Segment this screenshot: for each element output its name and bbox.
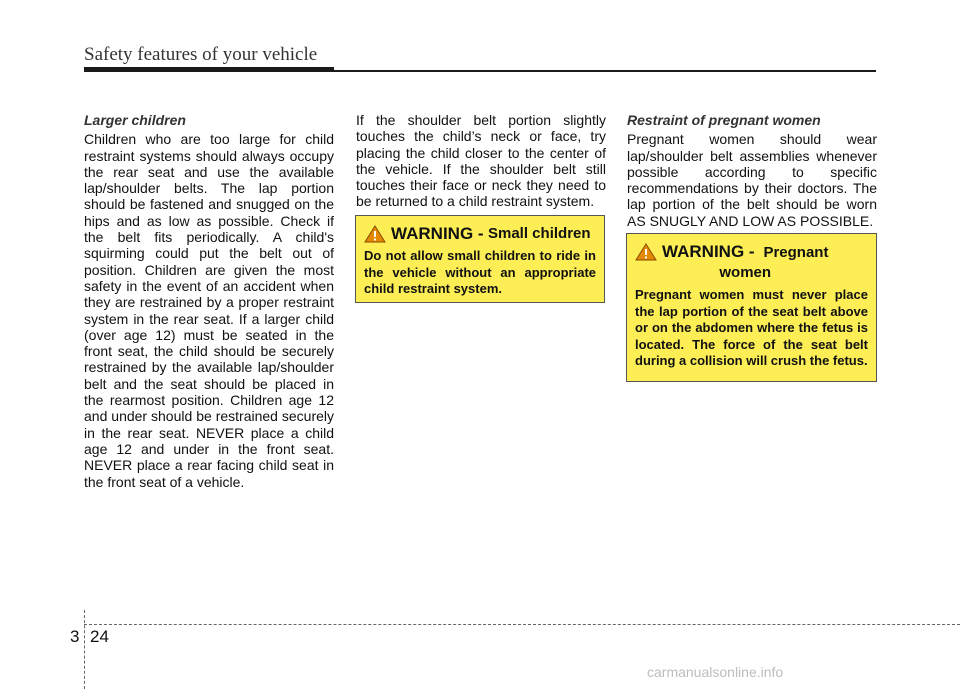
middle-column [356,112,606,210]
warning-label: WARNING - [391,224,484,243]
larger-children-text: Children who are too large for child restraint systems should always occupy the rear seat and use the available lap/shoulder belts. The lap portion should be fastened and snugged on the hips and as low as possible. Check if the belt fits periodically. A child's squirming could put the belt out of position. Children are given the most safety in the event of an accident when they are restrained by a proper restraint system in the rear seat. If a larger child (over age 12) must be seated in the front seat, the child should be securely restrained by the available lap/shoulder belt and the seat should be placed in the rearmost position. Children age 12 and under should be restrained securely in the rear seat. NEVER place a child age 12 and under in the front seat. NEVER place a rear facing child seat in the front seat of a vehicle. [84,131,334,490]
header-rule-thick [84,67,334,72]
warning-box-small-children [355,215,605,303]
section-heading-pregnant-women: Restraint of pregnant women [627,112,821,128]
warning-triangle-icon [635,243,657,261]
warning-text: Pregnant women must never place the lap portion of the seat belt above or on the abdomen where the fetus is located. The force of the seat belt during a collision will crush the fetus. [635,287,868,368]
pregnant-women-text: Pregnant women should wear lap/shoulder belt assemblies whenever possible according to specific recommendations by their doctors. The lap portion of the belt should be worn AS SNUGLY AND LOW AS POSSIBLE. [627,131,877,229]
warning-topic: Small children [488,225,591,242]
section-heading-larger-children: Larger children [84,112,186,128]
warning-topic-line1: Pregnant [763,244,829,261]
page-header-title: Safety features of your vehicle [84,44,318,65]
warning-box-pregnant-women [626,233,877,382]
warning-header [364,224,596,244]
left-column [84,112,334,490]
warning-label: WARNING - [662,242,755,261]
warning-text: Do not allow small children to ride in the vehicle without an appropriate child restraint system. [364,248,596,296]
header-rule-thin [334,70,876,72]
chapter-number: 3 [70,627,80,646]
watermark: carmanualsonline.info [647,664,784,680]
page-number: 24 [90,627,109,646]
shoulder-belt-text: If the shoulder belt portion slightly touches the child’s neck or face, try placing the child closer to the center of the vehicle. If the shoulder belt still touches their face or neck they need to be returned to a child restraint system. [356,112,606,210]
warning-topic-line2: women [719,264,772,281]
warning-header [635,242,868,283]
right-column [627,112,877,229]
warning-triangle-icon [364,225,386,243]
footer-vertical-divider [84,610,85,689]
footer-horizontal-divider [84,624,960,625]
